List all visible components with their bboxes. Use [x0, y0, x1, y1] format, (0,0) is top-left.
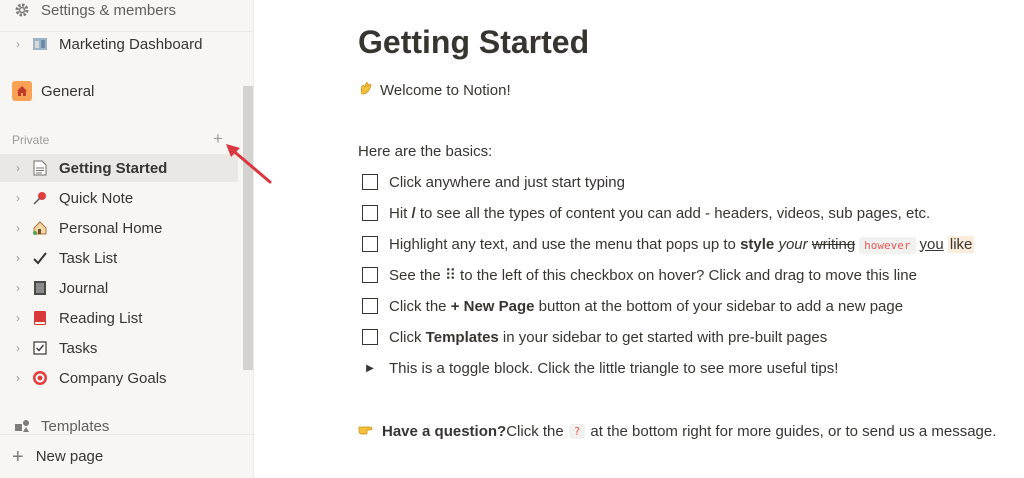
- checkmark-icon: [30, 248, 50, 268]
- dashboard-icon: [30, 34, 50, 54]
- settings-members-item[interactable]: [0, 0, 238, 24]
- todo-item[interactable]: [362, 232, 974, 256]
- sidebar-item-label: Quick Note: [59, 189, 134, 207]
- sidebar-item-general[interactable]: [0, 77, 238, 105]
- chevron-right-icon[interactable]: ›: [16, 161, 20, 175]
- ballot-box-icon: [30, 338, 50, 358]
- todo-text: Hit / to see all the types of content you can add - headers, videos, sub pages, etc.: [389, 204, 931, 222]
- todo-item[interactable]: [362, 201, 930, 225]
- todo-item[interactable]: [362, 325, 827, 349]
- house-garden-icon: [30, 218, 50, 238]
- sidebar-item-getting-started[interactable]: [0, 154, 238, 182]
- todo-item[interactable]: [362, 294, 903, 318]
- checkbox[interactable]: [362, 174, 378, 190]
- add-page-plus-button[interactable]: +: [213, 129, 223, 148]
- chevron-right-icon[interactable]: ›: [16, 371, 20, 385]
- todo-text: See the ⠿ to the left of this checkbox on hover? Click and drag to move this line: [389, 267, 917, 284]
- todo-item[interactable]: [362, 170, 625, 194]
- chevron-right-icon[interactable]: ›: [16, 37, 20, 51]
- checkbox[interactable]: [362, 236, 378, 252]
- todo-text: Click Templates in your sidebar to get started with pre-built pages: [389, 328, 828, 346]
- sidebar-item-reading-list[interactable]: [0, 304, 238, 332]
- sidebar-item-label: Tasks: [59, 339, 98, 357]
- sidebar-scrollbar[interactable]: [243, 86, 253, 370]
- checkbox[interactable]: [362, 298, 378, 314]
- sidebar-item-personal-home[interactable]: [0, 214, 238, 242]
- inline-code: however: [859, 237, 915, 254]
- sidebar-item-journal[interactable]: [0, 274, 238, 302]
- help-icon: ?: [569, 424, 586, 439]
- toggle-triangle-icon[interactable]: ▶: [366, 362, 374, 374]
- toggle-block[interactable]: [362, 356, 838, 380]
- sidebar-item-tasks[interactable]: [0, 334, 238, 362]
- book-icon: [30, 308, 50, 328]
- notebook-icon: [30, 278, 50, 298]
- sidebar-item-label: Company Goals: [59, 369, 167, 387]
- sidebar-item-label: Reading List: [59, 309, 143, 327]
- chevron-right-icon[interactable]: ›: [16, 311, 20, 325]
- welcome-line: [358, 80, 511, 100]
- question-bold: Have a question?: [382, 422, 507, 440]
- sidebar-item-label: Marketing Dashboard: [59, 35, 203, 53]
- basics-heading: Here are the basics:: [358, 143, 493, 160]
- todo-text: Highlight any text, and use the menu that pops up to style your writing however you like: [389, 235, 973, 253]
- sidebar: [0, 0, 254, 478]
- pointing-hand-icon: [358, 422, 374, 440]
- red-arrow-annotation: [222, 140, 274, 186]
- sidebar-item-label: General: [41, 82, 95, 100]
- sidebar-item-label: Getting Started: [59, 159, 168, 177]
- private-section-label: Private: [12, 133, 50, 147]
- chevron-right-icon[interactable]: ›: [16, 281, 20, 295]
- checkbox[interactable]: [362, 205, 378, 221]
- question-line: Have a question? Click the ? at the bottom right for more guides, or to send us a message.: [358, 422, 996, 440]
- sidebar-item-label: Templates: [41, 417, 110, 435]
- gear-icon: [12, 0, 32, 20]
- page-icon: [30, 158, 50, 178]
- wave-icon: [358, 80, 374, 100]
- sidebar-item-marketing-dashboard[interactable]: [0, 30, 238, 58]
- welcome-text: Welcome to Notion!: [380, 81, 511, 99]
- target-icon: [30, 368, 50, 388]
- house-icon: [12, 81, 32, 101]
- sidebar-item-task-list[interactable]: [0, 244, 238, 272]
- chevron-right-icon[interactable]: ›: [16, 221, 20, 235]
- plus-icon: +: [12, 445, 24, 468]
- checkbox[interactable]: [362, 267, 378, 283]
- new-page-button[interactable]: [0, 434, 254, 478]
- sidebar-item-company-goals[interactable]: [0, 364, 238, 392]
- sidebar-item-quick-note[interactable]: [0, 184, 238, 212]
- page-title: Getting Started: [358, 24, 590, 60]
- templates-icon: [12, 416, 32, 436]
- todo-text: Click the + New Page button at the bottom of your sidebar to add a new page: [389, 297, 904, 315]
- sidebar-item-label: Task List: [59, 249, 118, 267]
- todo-text: Click anywhere and just start typing: [389, 173, 625, 191]
- sidebar-item-label: Journal: [59, 279, 109, 297]
- settings-members-label: Settings & members: [41, 1, 177, 19]
- pushpin-icon: [30, 188, 50, 208]
- checkbox[interactable]: [362, 329, 378, 345]
- new-page-label: New page: [35, 448, 104, 465]
- chevron-right-icon[interactable]: ›: [16, 191, 20, 205]
- chevron-right-icon[interactable]: ›: [16, 251, 20, 265]
- chevron-right-icon[interactable]: ›: [16, 341, 20, 355]
- toggle-text: This is a toggle block. Click the little triangle to see more useful tips!: [389, 359, 839, 377]
- todo-item[interactable]: [362, 263, 917, 287]
- sidebar-item-label: Personal Home: [59, 219, 163, 237]
